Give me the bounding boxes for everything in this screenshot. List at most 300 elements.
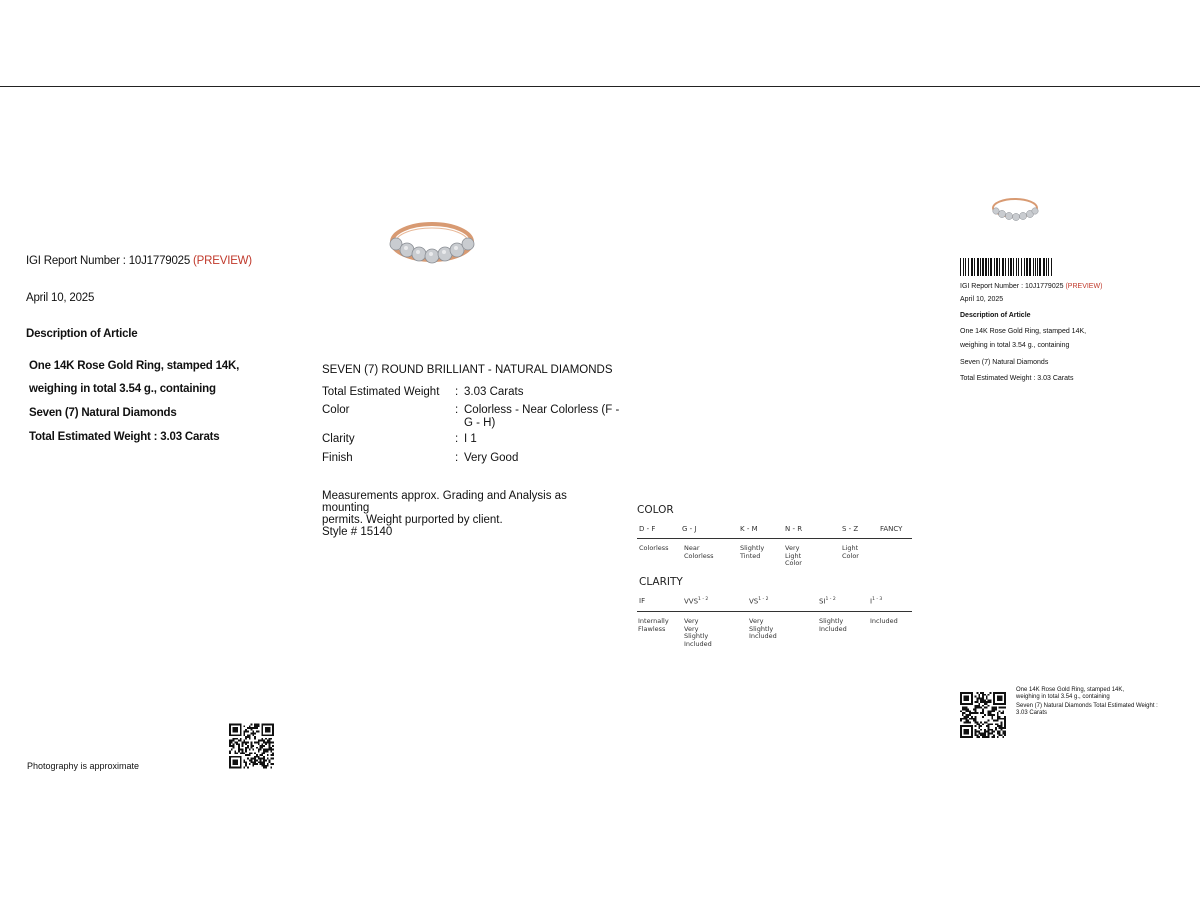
qr-module [988,714,990,716]
qr-module [252,733,254,735]
qr-module [229,742,231,744]
qr-module [993,710,995,712]
card-line-4: Total Estimated Weight : 3.03 Carats [960,375,1074,382]
qr-module [980,734,982,736]
qr-module [251,745,253,747]
clarity-grade: VVS$^{1 - 2}$ [684,597,709,606]
qr-module [261,752,263,754]
barcode-bar [968,258,969,276]
qr-module [1000,707,1002,709]
qr-module [249,725,251,727]
qr-module [261,724,274,726]
qr-module [984,694,986,696]
qr-module [980,712,982,714]
qr-module [229,745,231,747]
qr-module [977,692,979,694]
qr-module [263,742,265,744]
qr-module [1000,727,1002,729]
qr-module [240,756,242,769]
qr-module [969,710,971,712]
barcode-bar [1026,258,1028,276]
qr-module [261,734,274,736]
qr-code-icon [229,723,274,769]
barcode-bar [1035,258,1036,276]
qr-module [995,720,997,722]
qr-module [988,720,990,722]
qr-module [251,727,253,729]
qr-module [975,712,977,714]
qr-module [978,694,980,696]
qr-module [997,718,999,720]
qr-module [243,752,245,754]
qr-module [233,738,235,740]
qr-module [233,760,238,765]
qr-module [986,703,988,705]
qr-module [964,712,966,714]
qr-module [999,731,1001,733]
qr-module [265,760,267,762]
color-desc: Slightly Tinted [740,544,765,560]
qr-module [251,752,253,754]
qr-module [256,725,258,727]
qr-module [256,727,258,729]
qr-module [229,756,242,758]
card-preview-badge: (PREVIEW) [1065,283,1103,290]
style-number: Style # 15140 [322,526,393,538]
qr-module [240,749,242,751]
qr-module [993,692,995,705]
qr-module [988,712,990,714]
bottom-line-1: One 14K Rose Gold Ring, stamped 14K, [1016,687,1125,693]
qr-module [986,736,988,738]
qr-module [267,763,269,765]
qr-module [270,749,272,751]
qr-module [260,754,262,756]
qr-module [960,692,973,694]
qr-module [247,758,249,760]
qr-module [249,754,251,756]
qr-module [966,707,968,709]
qr-module [982,732,984,734]
qr-module [975,709,977,711]
qr-module [256,756,258,758]
qr-module [238,749,240,751]
clarity-scale-rule [637,611,912,612]
qr-module [1004,718,1006,720]
qr-module [966,716,968,718]
qr-module [999,734,1001,736]
qr-module [971,692,973,705]
qr-module [980,701,982,703]
qr-module [243,731,245,733]
color-grade: G - J [682,525,697,533]
qr-module [269,745,271,747]
qr-module [245,731,247,733]
qr-module [261,758,263,760]
qr-module [1002,727,1004,729]
qr-module [256,731,258,733]
qr-module [233,727,238,732]
qr-module [263,767,265,769]
qr-module [238,747,240,749]
qr-module [234,742,236,744]
qr-module [272,749,274,751]
barcode-bar [990,258,992,276]
qr-module [986,698,988,700]
qr-module [269,738,271,740]
qr-module [270,742,272,744]
qr-module [249,752,251,754]
qr-module [236,743,238,745]
qr-module [973,720,975,722]
qr-module [966,714,968,716]
qr-module [967,716,969,718]
qr-module [258,761,260,763]
qr-module [999,707,1001,709]
qr-module [1004,731,1006,733]
description-line-4: Total Estimated Weight : 3.03 Carats [29,431,220,443]
qr-module [254,752,256,754]
qr-module [261,740,263,742]
photo-note: Photography is approximate [27,761,140,771]
qr-module [238,740,240,742]
qr-module [260,749,262,751]
qr-module [964,696,970,702]
qr-module [231,745,233,747]
qr-module [988,729,990,731]
barcode-bar [1013,258,1014,276]
qr-module [978,707,980,709]
qr-module [231,742,233,744]
qr-module [982,705,984,707]
qr-module [267,754,269,756]
qr-module [971,716,973,718]
bottom-line-4: 3.03 Carats [1016,710,1048,716]
barcode-icon [960,258,1052,276]
qr-module [258,751,260,753]
clarity-desc: Very Slightly Included [749,617,777,640]
qr-module [229,724,231,737]
barcode-bar [1043,258,1045,276]
qr-module [975,716,977,718]
qr-module [991,729,993,731]
qr-module [233,747,235,749]
ring-photo [386,214,478,272]
barcode-bar [1010,258,1012,276]
qr-module [263,758,265,760]
qr-module [247,736,249,738]
qr-module [261,763,263,765]
qr-module [978,698,980,700]
qr-module [1000,725,1002,727]
preview-badge: (PREVIEW) [193,255,252,267]
qr-module [964,721,966,723]
grading-heading: SEVEN (7) ROUND BRILLIANT - NATURAL DIAMONDS [322,364,613,376]
qr-module [249,749,251,751]
qr-module [960,692,962,705]
qr-module [960,703,973,705]
qr-module [254,742,256,744]
qr-module [265,742,267,744]
qr-module [988,701,990,703]
color-desc: Very Light Color [785,544,802,567]
qr-module [261,745,263,747]
qr-module [991,710,993,712]
qr-module [240,724,242,737]
clarity-grade: IF [639,597,646,605]
qr-module [999,710,1001,712]
qr-module [960,736,973,738]
qr-module [265,751,267,753]
qr-module [984,701,986,703]
barcode-bar [1021,258,1022,276]
color-scale-rule [637,538,912,539]
barcode-bar [1016,258,1017,276]
clarity-grade: SI$^{1 - 2}$ [819,597,836,606]
qr-module [977,721,979,723]
barcode-bar [1029,258,1031,276]
qr-module [245,747,247,749]
qr-module [962,712,964,714]
qr-module [988,731,990,733]
qr-module [995,707,997,709]
qr-module [975,732,977,734]
qr-module [263,761,265,763]
qr-module [252,761,254,763]
qr-module [975,707,977,709]
qr-module [260,760,262,762]
barcode-bar [1048,258,1049,276]
qr-module [258,758,260,760]
qr-module [960,720,962,722]
qr-module [233,745,235,747]
qr-module [229,752,231,754]
qr-module [238,743,240,745]
qr-module [1002,732,1004,734]
qr-module [975,731,977,733]
card-date: April 10, 2025 [960,296,1004,303]
qr-module [995,727,997,729]
qr-module [977,705,979,707]
qr-module [234,751,236,753]
qr-module [270,767,272,769]
clarity-desc: Internally Flawless [638,617,669,633]
qr-module [272,742,274,744]
qr-module [977,699,979,701]
bottom-line-2: weighing in total 3.54 g., containing [1016,694,1110,700]
qr-module [993,709,995,711]
qr-module [251,761,253,763]
qr-module [997,712,999,714]
qr-module [261,747,263,749]
qr-module [236,738,238,740]
qr-module [265,765,267,767]
qr-module [984,731,986,733]
qr-module [267,740,269,742]
qr-module [960,718,962,720]
qr-module [251,733,253,735]
qr-module [233,743,235,745]
qr-module [997,723,999,725]
qr-module [993,736,995,738]
qr-module [1002,718,1004,720]
qr-module [1000,721,1002,723]
qr-module [993,703,1006,705]
qr-module [251,742,253,744]
qr-module [1002,707,1004,709]
qr-module [975,710,977,712]
qr-module [982,701,984,703]
color-desc: Near Colorless [684,544,714,560]
qr-module [229,751,231,753]
qr-module [986,707,988,709]
description-line-2: weighing in total 3.54 g., containing [29,383,216,395]
qr-module [252,731,254,733]
qr-module [999,732,1001,734]
qr-module [242,745,244,747]
qr-module [967,710,969,712]
qr-module [991,723,993,725]
qr-module [966,710,968,712]
qr-module [261,761,263,763]
qr-module [984,736,986,738]
qr-module [245,749,247,751]
qr-module [247,754,249,756]
qr-module [261,754,263,756]
qr-module [980,707,982,709]
qr-module [229,743,231,745]
color-grade: FANCY [880,525,903,533]
qr-module [1004,716,1006,718]
qr-module [247,747,249,749]
qr-module [988,710,990,712]
qr-module [263,751,265,753]
qr-module [978,696,980,698]
qr-module [229,767,242,769]
qr-module [982,692,984,694]
qr-module [249,734,251,736]
barcode-bar [977,258,979,276]
qr-module [265,749,267,751]
qr-module [265,743,267,745]
qr-module [984,707,986,709]
qr-module [964,729,970,735]
color-grade: D - F [639,525,656,533]
qr-module [254,725,256,727]
qr-module [243,761,245,763]
qr-module [251,758,253,760]
qr-module [980,692,982,694]
barcode-bar [971,258,973,276]
qr-module [975,718,977,720]
qr-module [988,694,990,696]
qr-module [966,709,968,711]
qr-module [272,754,274,756]
barcode-bar [974,258,975,276]
qr-module [234,752,236,754]
qr-module [269,747,271,749]
qr-module [999,716,1001,718]
qr-module [247,727,249,729]
qr-module [229,756,231,769]
qr-module [254,760,256,762]
qr-module [251,729,253,731]
qr-module [258,725,260,727]
qr-module [258,749,260,751]
qr-module [243,760,245,762]
clarity-grade: VS$^{1 - 2}$ [749,597,769,606]
grading-colon: : [455,404,459,416]
qr-module [258,756,260,758]
barcode-bar [1037,258,1038,276]
qr-module [242,743,244,745]
qr-module [997,732,999,734]
qr-module [245,751,247,753]
barcode-bar [1051,258,1052,276]
qr-module [1004,721,1006,723]
qr-module [252,745,254,747]
qr-module [263,765,265,767]
qr-module [254,727,256,729]
qr-module [245,743,247,745]
qr-module [269,743,271,745]
qr-module [247,767,249,769]
description-line-3: Seven (7) Natural Diamonds [29,407,177,419]
qr-module [988,705,990,707]
qr-module [991,716,993,718]
qr-module [245,736,247,738]
grading-label: Total Estimated Weight [322,386,440,398]
qr-module [236,752,238,754]
grading-label: Color [322,404,350,416]
card-description-heading: Description of Article [960,312,1031,319]
qr-module [269,749,271,751]
description-heading: Description of Article [26,328,138,340]
qr-module [1002,712,1004,714]
qr-module [267,758,269,760]
qr-module [975,701,977,703]
qr-module [245,763,247,765]
qr-module [980,699,982,701]
qr-module [967,714,969,716]
qr-module [270,747,272,749]
qr-module [243,740,245,742]
qr-module [986,701,988,703]
qr-code-icon [960,692,1006,738]
qr-module [984,703,986,705]
qr-module [261,765,263,767]
qr-module [989,714,991,716]
barcode-bar [996,258,998,276]
qr-module [982,723,984,725]
qr-module [272,758,274,760]
qr-module [982,698,984,700]
qr-module [977,731,979,733]
card-bottom-note [1016,687,1166,717]
barcode-bar [1018,258,1019,276]
qr-module [966,718,968,720]
qr-module [975,720,977,722]
qr-module [980,721,982,723]
qr-module [978,725,980,727]
qr-module [967,721,969,723]
qr-module [997,731,999,733]
qr-module [982,709,984,711]
qr-module [252,727,254,729]
qr-module [977,698,979,700]
qr-module [988,732,990,734]
qr-module [991,709,993,711]
